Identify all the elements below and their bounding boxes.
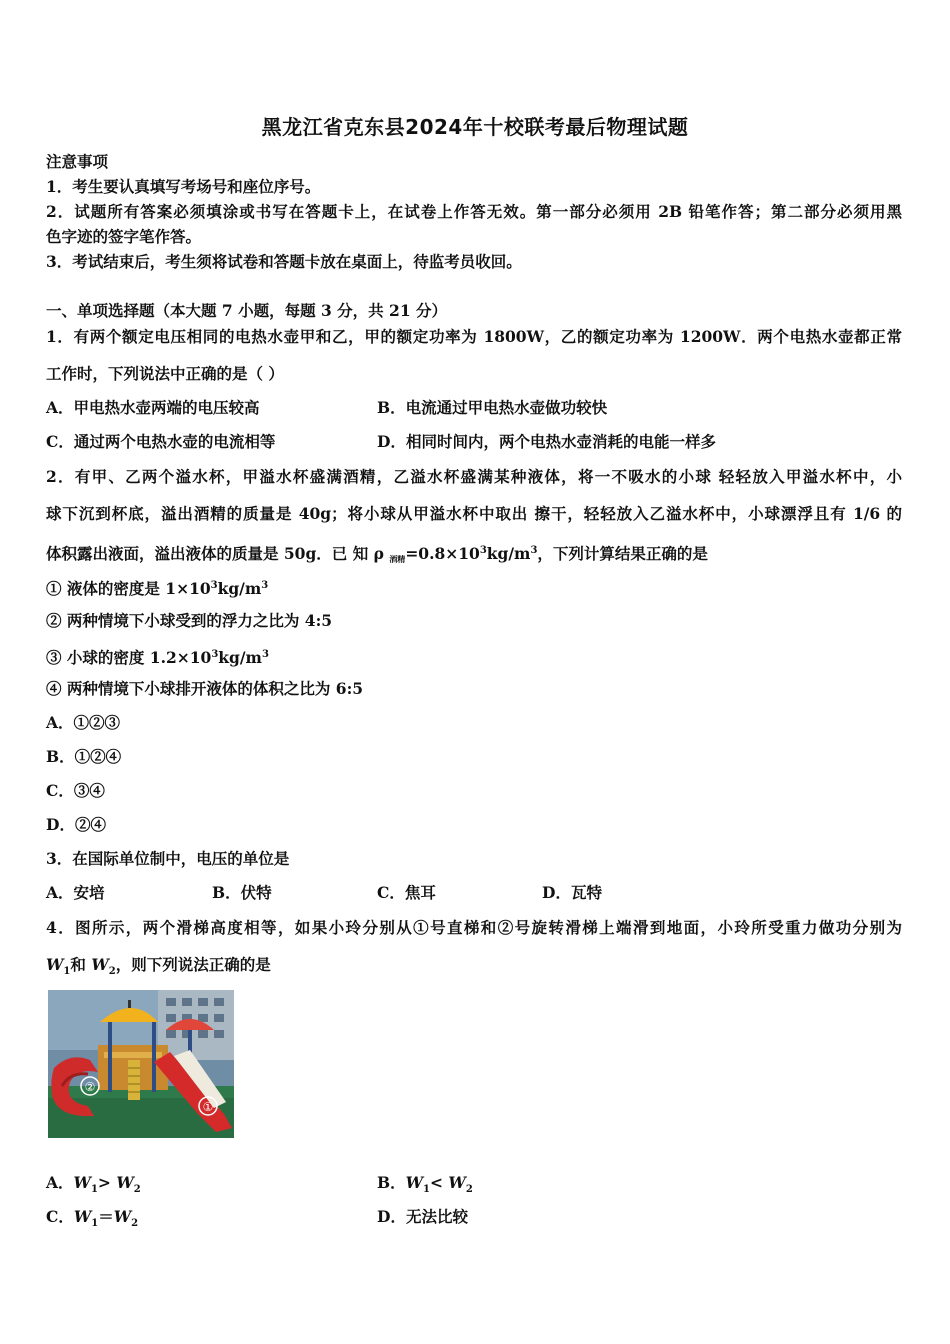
notice-item-3: 3．考试结束后，考生须将试卷和答题卡放在桌面上，待监考员收回。 [46,252,522,271]
q2-statement-2: ② 两种情境下小球受到的浮力之比为 4:5 [46,611,333,630]
section-heading: 一、单项选择题（本大题 7 小题，每题 3 分，共 21 分） [46,301,448,320]
q3-option-c: C．焦耳 [377,883,436,902]
q4-option-a: A．$W_1> W_2$ [46,1173,141,1196]
q2-stem-line3: 体积露出液面，溢出液体的质量是 50g．已 知 ρ $_{酒精}=0.8\times 10^3kg/m^3$，下列计算结果正确的是 [46,544,708,565]
slide-label-1: ① [202,1100,214,1114]
q2-stem-line1: 2．有甲、乙两个溢水杯，甲溢水杯盛满酒精，乙溢水杯盛满某种液体，将一不吸水的小球 轻轻放入甲溢水杯中，小 [46,467,902,486]
q2-option-b: B．①②④ [46,747,122,766]
q3-option-b: B．伏特 [212,883,272,902]
q2-option-d: D．②④ [46,815,106,834]
q4-stem-line2: $W_1$和 $W_2$，则下列说法正确的是 [46,955,271,978]
notice-item-1: 1．考生要认真填写考场号和座位序号。 [46,177,321,196]
q1-option-c: C．通过两个电热水壶的电流相等 [46,432,276,451]
q1-stem-line1: 1．有两个额定电压相同的电热水壶甲和乙，甲的额定功率为 1800W，乙的额定功率为 1200W．两个电热水壶都正常 [46,327,902,346]
notice-item-2-line2: 色字迹的签字笔作答。 [46,227,202,246]
q1-stem-line2: 工作时，下列说法中正确的是（ ） [46,364,284,383]
slide-label-2: ② [84,1080,96,1094]
notice-item-2-line1: 2．试题所有答案必须填涂或书写在答题卡上，在试卷上作答无效。第一部分必须用 2B 铅笔作答；第二部分必须用黑 [46,202,902,221]
q3-option-d: D．瓦特 [542,883,602,902]
q2-statement-1: ① 液体的密度是 $1\times 10^3kg/m^3$ [46,579,269,599]
playground-slides-photo [48,990,234,1138]
q4-option-b: B．$W_1< W_2$ [377,1173,473,1196]
q1-option-a: A．甲电热水壶两端的电压较高 [46,398,260,417]
q2-stem-line2: 球下沉到杯底，溢出酒精的质量是 40g；将小球从甲溢水杯中取出 擦干，轻轻放入乙溢水杯中，小球漂浮且有 1/6 的 [46,504,902,523]
q3-option-a: A．安培 [46,883,105,902]
notice-heading: 注意事项 [46,152,109,171]
q1-option-b: B．电流通过甲电热水壶做功较快 [377,398,608,417]
q4-stem-line1: 4．图所示，两个滑梯高度相等，如果小玲分别从①号直梯和②号旋转滑梯上端滑到地面，小玲所受重力做功分别为 [46,918,902,937]
q2-option-a: A．①②③ [46,713,121,732]
q2-statement-4: ④ 两种情境下小球排开液体的体积之比为 6:5 [46,679,364,698]
page-title: 黑龙江省克东县2024年十校联考最后物理试题 [261,115,689,139]
q4-option-c: C．$W_1=W_2$ [46,1207,139,1230]
q3-stem: 3．在国际单位制中，电压的单位是 [46,849,290,868]
q4-option-d: D．无法比较 [377,1207,468,1226]
q2-option-c: C．③④ [46,781,105,800]
q2-statement-3: ③ 小球的密度 $1.2\times 10^3kg/m^3$ [46,648,269,668]
q1-option-d: D．相同时间内，两个电热水壶消耗的电能一样多 [377,432,716,451]
